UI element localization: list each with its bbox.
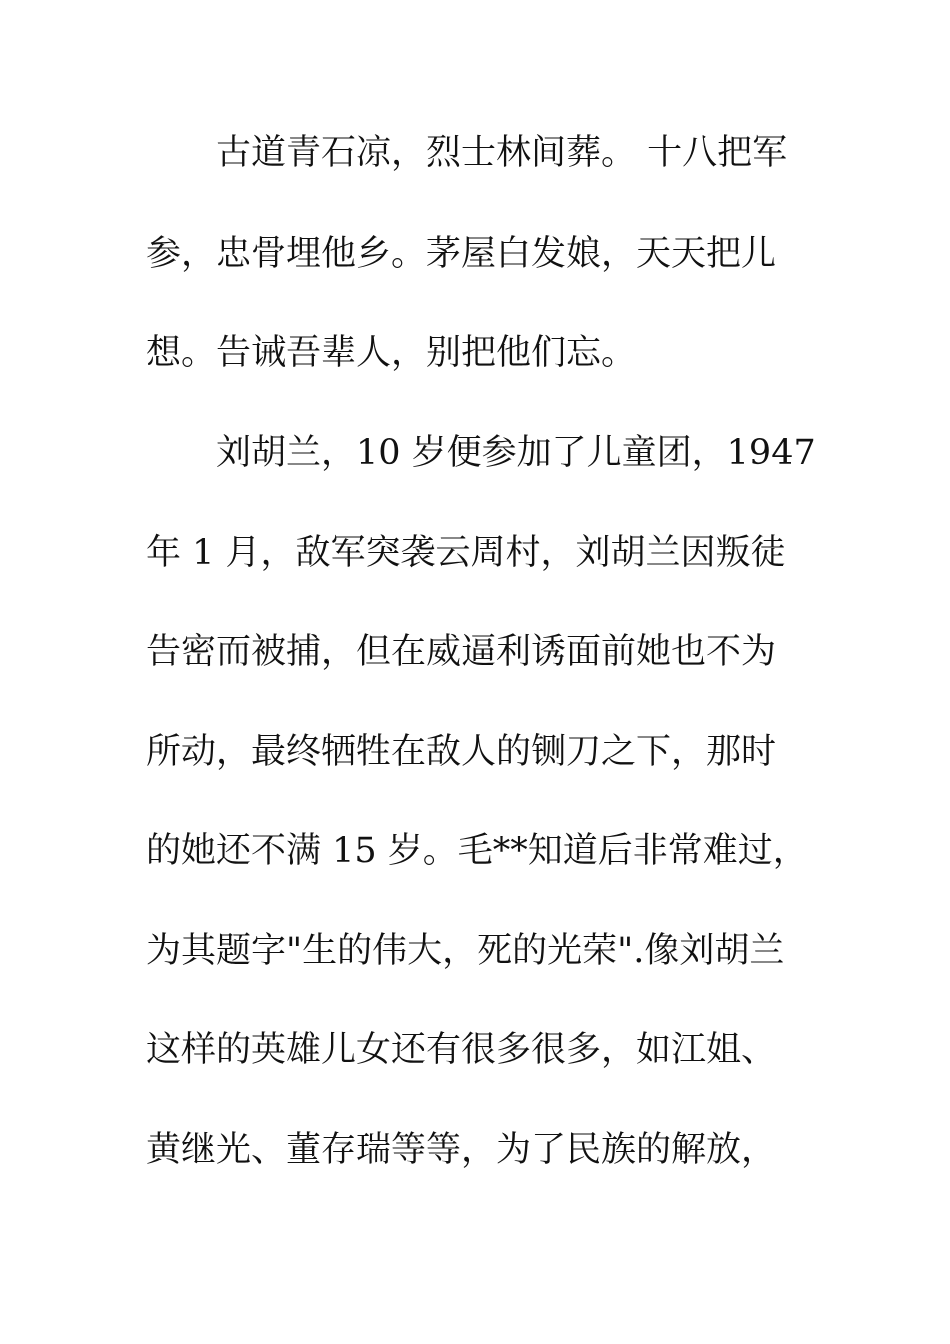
paragraph-2-line-4: 所动，最终牺牲在敌人的铡刀之下，那时 <box>146 732 777 772</box>
paragraph-2-line-3: 告密而被捕，但在威逼利诱面前她也不为 <box>146 632 777 672</box>
paragraph-1-line-2: 参，忠骨埋他乡。茅屋白发娘，天天把儿 <box>146 234 777 274</box>
paragraph-1-line-3: 想。告诫吾辈人，别把他们忘。 <box>146 333 637 373</box>
paragraph-2-line-1: 刘胡兰，10 岁便参加了儿童团，1947 <box>216 433 816 473</box>
paragraph-2-line-5: 的她还不满 15 岁。毛**知道后非常难过， <box>146 831 808 871</box>
paragraph-2-line-7: 这样的英雄儿女还有很多很多，如江姐、 <box>146 1030 777 1070</box>
paragraph-2-line-2: 年 1 月，敌军突袭云周村，刘胡兰因叛徒 <box>146 533 786 573</box>
paragraph-2-line-6: 为其题字"生的伟大，死的光荣".像刘胡兰 <box>146 931 785 971</box>
paragraph-2-line-8: 黄继光、董存瑞等等，为了民族的解放， <box>146 1130 777 1170</box>
paragraph-1-line-1: 古道青石凉，烈士林间葬。 十八把军 <box>216 133 788 173</box>
